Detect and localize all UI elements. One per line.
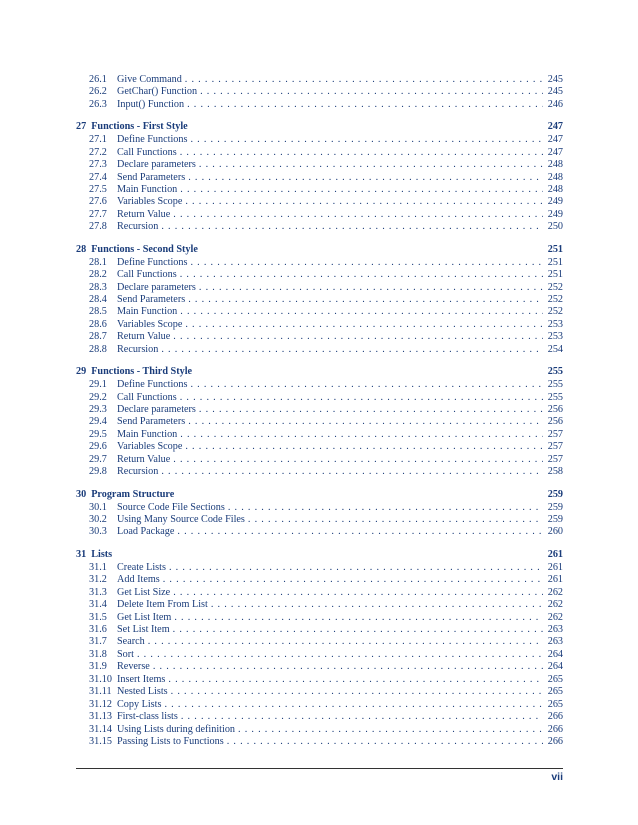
toc-section-title[interactable]: Load Package [117,526,175,538]
toc-dot-leader [180,147,543,159]
toc-dot-leader [228,502,543,514]
toc-section-number: 31.13 [89,711,112,723]
toc-page-number[interactable]: 250 [547,221,563,233]
toc-page-number[interactable]: 251 [547,256,563,268]
toc-section-title[interactable]: Reverse [117,661,150,673]
toc-section-number: 31.10 [89,673,112,685]
toc-section-number: 31.2 [89,574,107,586]
toc-entry-row[interactable] [76,686,563,698]
toc-entry-row[interactable] [76,306,563,318]
toc-dot-leader [190,379,543,391]
toc-entry-row[interactable] [76,379,563,391]
toc-section-number: 31.9 [89,661,107,673]
toc-dot-leader [137,649,543,661]
toc-page-number[interactable]: 248 [547,184,563,195]
toc-entry-row[interactable] [76,674,563,686]
toc-section-number: 27.6 [89,196,107,208]
toc-entry-row[interactable] [76,649,563,661]
toc-section-title[interactable]: Define Functions [117,256,188,268]
toc-dot-leader [148,636,543,648]
toc-section-title[interactable]: Variables Scope [117,441,183,453]
toc-section-number: 30.1 [89,501,107,513]
toc-page-number[interactable]: 265 [547,673,563,685]
toc-entry-row[interactable] [76,636,563,648]
toc-chapter-title[interactable]: Lists [91,548,113,560]
toc-section-title[interactable]: Copy Lists [117,698,162,710]
toc-section-title[interactable]: Sort [117,648,134,660]
toc-entry-row[interactable] [76,526,563,538]
toc-page-number[interactable]: 262 [547,611,563,623]
toc-page-number[interactable]: 246 [547,98,563,110]
toc-page-number[interactable]: 249 [547,196,563,208]
toc-section-number: 29.6 [89,441,107,453]
toc-chapter-row[interactable] [76,366,563,378]
toc-section-title[interactable]: Nested Lists [117,686,168,698]
toc-section-number: 31.1 [89,561,107,573]
toc-chapter-title[interactable]: Functions - Second Style [91,243,198,255]
toc-page-number[interactable]: 252 [547,294,563,305]
toc-section-number: 31.4 [89,599,107,611]
toc-page-number[interactable]: 263 [547,624,563,635]
toc-dot-leader [199,404,543,416]
toc-page-number[interactable]: 248 [547,159,563,171]
toc-page-number[interactable]: 251 [547,243,563,255]
toc-entry-row[interactable] [76,624,563,636]
toc-section-number: 29.7 [89,453,107,465]
toc-entry-row[interactable] [76,269,563,281]
toc-entry-row[interactable] [76,416,563,428]
toc-dot-leader [190,257,543,269]
toc-dot-leader [171,686,543,698]
toc-page-number[interactable]: 245 [547,74,563,85]
toc-entry-row[interactable] [76,441,563,453]
toc-section-title[interactable]: Call Functions [117,391,177,403]
toc-entry-row[interactable] [76,184,563,196]
toc-dot-leader [173,587,543,599]
toc-page-number[interactable]: 265 [547,686,563,698]
toc-dot-leader [227,736,543,748]
toc-section-number: 26.1 [89,74,107,85]
toc-entry-row[interactable] [76,257,563,269]
toc-section-number: 29.8 [89,466,107,478]
toc-section-title[interactable]: Recursion [117,221,159,233]
toc-dot-leader [168,674,543,686]
toc-section-number: 31.14 [89,723,112,735]
toc-entry-row[interactable] [76,344,563,356]
toc-section-number: 31.8 [89,648,107,660]
toc-entry-row[interactable] [76,724,563,736]
toc-page-number[interactable]: 248 [547,171,563,183]
toc-section-title[interactable]: Set List Item [117,624,170,635]
toc-section-number: 27.4 [89,171,107,183]
toc-dot-leader [177,526,543,538]
toc-dot-leader [199,282,543,294]
toc-entry-row[interactable] [76,711,563,723]
toc-section-title[interactable]: Passing Lists to Functions [117,735,224,747]
toc-section-title[interactable]: Get List Item [117,611,172,623]
toc-page-number[interactable]: 259 [547,501,563,513]
toc-dot-leader [180,392,543,404]
toc-page-number[interactable]: 258 [547,466,563,478]
toc-section-title[interactable]: Define Functions [117,379,188,391]
toc-section-number: 29.2 [89,391,107,403]
toc-entry-row[interactable] [76,172,563,184]
toc-section-number: 28.6 [89,318,107,330]
toc-dot-leader [161,344,543,356]
toc-dot-leader [161,221,543,233]
toc-page-number[interactable]: 266 [547,735,563,747]
footer-rule [76,768,563,769]
toc-page-number[interactable]: 257 [547,453,563,465]
toc-page-number[interactable]: 261 [547,574,563,586]
toc-dot-leader [173,209,543,221]
toc-dot-leader [238,724,543,736]
toc-section-number: 27.3 [89,159,107,171]
toc-section-title[interactable]: Variables Scope [117,196,183,208]
toc-page-number[interactable]: 255 [547,391,563,403]
toc-section-title[interactable]: Send Parameters [117,294,186,305]
toc-section-title[interactable]: Call Functions [117,146,177,158]
toc-dot-leader [153,661,543,673]
toc-section-number: 27.8 [89,221,107,233]
toc-dot-leader [188,172,543,184]
toc-section-title[interactable]: Input() Function [117,98,185,110]
toc-section-number: 29.4 [89,416,107,428]
toc-section-title[interactable]: Declare parameters [117,404,196,415]
toc-dot-leader [180,269,543,281]
toc-page-number[interactable]: 256 [547,404,563,415]
toc-section-number: 30.3 [89,526,107,538]
toc-section-number: 31.3 [89,586,107,598]
toc-dot-leader [185,196,543,208]
toc-page-number[interactable]: 252 [547,281,563,293]
toc-page-number[interactable]: 249 [547,208,563,220]
toc-entry-row[interactable] [76,331,563,343]
toc-section-number: 31.15 [89,735,112,747]
toc-dot-leader [173,624,543,636]
toc-entry-row[interactable] [76,562,563,574]
toc-chapter-row[interactable] [76,489,563,501]
toc-dot-leader [181,711,543,723]
toc-section-number: 29.5 [89,428,107,440]
toc-section-title[interactable]: Send Parameters [117,416,186,428]
toc-entry-row[interactable] [76,282,563,294]
toc-entry-row[interactable] [76,134,563,146]
toc-entry-row[interactable] [76,736,563,748]
toc-section-title[interactable]: Main Function [117,184,178,195]
toc-page-number[interactable]: 263 [547,636,563,648]
toc-entry-row[interactable] [76,699,563,711]
toc-entry-row[interactable] [76,587,563,599]
toc-section-title[interactable]: Return Value [117,208,171,220]
toc-dot-leader [180,184,543,196]
toc-entry-row[interactable] [76,147,563,159]
toc-entry-row[interactable] [76,514,563,526]
toc-dot-leader [164,699,543,711]
toc-entry-row[interactable] [76,574,563,586]
toc-section-number: 31.12 [89,698,112,710]
toc-page-number[interactable]: 264 [547,661,563,673]
toc-entry-row[interactable] [76,319,563,331]
toc-section-title[interactable]: Return Value [117,453,171,465]
toc-chapter-number: 31 [76,548,87,560]
toc-entry-row[interactable] [76,392,563,404]
toc-entry-row[interactable] [76,466,563,478]
toc-section-number: 28.2 [89,269,107,281]
toc-chapter-title[interactable]: Program Structure [91,488,175,500]
toc-section-number: 29.3 [89,404,107,415]
toc-page-number[interactable]: 259 [547,514,563,525]
toc-section-number: 28.1 [89,256,107,268]
toc-section-number: 28.7 [89,331,107,343]
toc-section-number: 28.4 [89,294,107,305]
toc-chapter-number: 28 [76,243,87,255]
toc-page-number[interactable]: 257 [547,441,563,453]
toc-section-title[interactable]: Get List Size [117,586,171,598]
toc-page-number[interactable]: 253 [547,318,563,330]
toc-page-number[interactable]: 261 [547,561,563,573]
toc-section-title[interactable]: Give Command [117,74,182,85]
toc-entry-row[interactable] [76,74,563,86]
toc-entry-row[interactable] [76,209,563,221]
toc-page-number[interactable]: 264 [547,648,563,660]
toc-dot-leader [173,331,543,343]
toc-entry-row[interactable] [76,159,563,171]
toc-section-number: 27.5 [89,184,107,195]
toc-dot-leader [185,441,543,453]
toc-section-number: 26.3 [89,98,107,110]
toc-dot-leader [199,159,543,171]
toc-page-number[interactable]: 247 [547,134,563,146]
toc-section-number: 28.5 [89,306,107,318]
toc-section-title[interactable]: Using Many Source Code Files [117,514,245,525]
toc-page-number[interactable]: 247 [547,146,563,158]
toc-section-title[interactable]: Search [117,636,145,648]
toc-section-number: 28.3 [89,281,107,293]
toc-section-title[interactable]: GetChar() Function [117,86,198,98]
toc-section-number: 27.7 [89,208,107,220]
toc-entry-row[interactable] [76,404,563,416]
toc-section-number: 31.7 [89,636,107,648]
toc-dot-leader [211,599,543,611]
toc-section-title[interactable]: Send Parameters [117,171,186,183]
toc-chapter-number: 27 [76,121,87,133]
toc-section-title[interactable]: Main Function [117,306,178,318]
toc-section-title[interactable]: Recursion [117,466,159,478]
toc-dot-leader [200,86,543,98]
toc-page-number[interactable]: 265 [547,698,563,710]
toc-section-title[interactable]: Delete Item From List [117,599,208,611]
toc-dot-leader [180,429,543,441]
toc-page-number[interactable]: 260 [547,526,563,538]
toc-dot-leader [174,612,543,624]
toc-dot-leader [190,134,543,146]
toc-entry-row[interactable] [76,454,563,466]
toc-chapter-row[interactable] [76,549,563,561]
toc-entry-row[interactable] [76,294,563,306]
toc-section-number: 26.2 [89,86,107,98]
toc-page-number[interactable]: 254 [547,343,563,355]
toc-chapter-number: 29 [76,366,87,378]
toc-chapter-number: 30 [76,488,87,500]
toc-section-number: 27.1 [89,134,107,146]
toc-page-number[interactable]: 255 [547,366,563,378]
toc-entry-row[interactable] [76,86,563,98]
toc-section-title[interactable]: Define Functions [117,134,188,146]
toc-section-number: 31.11 [89,686,112,698]
toc-page-number[interactable]: 252 [547,306,563,318]
toc-page-number[interactable]: 257 [547,428,563,440]
toc-entry-row[interactable] [76,661,563,673]
toc-entry-row[interactable] [76,99,563,111]
toc-section-title[interactable]: Call Functions [117,269,177,281]
toc-chapter-row[interactable] [76,244,563,256]
toc-chapter-title[interactable]: Functions - Third Style [91,366,193,378]
toc-dot-leader [163,574,543,586]
toc-dot-leader [185,319,543,331]
toc-page-number[interactable]: 255 [547,379,563,391]
toc-chapter-title[interactable]: Functions - First Style [91,121,188,133]
footer-page-number: vii [551,771,563,783]
toc-dot-leader [188,294,543,306]
toc-dot-leader [248,514,543,526]
toc-entry-row[interactable] [76,612,563,624]
toc-page-number[interactable]: 259 [547,488,563,500]
toc-entry-row[interactable] [76,502,563,514]
toc-section-number: 31.6 [89,624,107,635]
toc-entry-row[interactable] [76,221,563,233]
toc-section-number: 27.2 [89,146,107,158]
toc-entry-row[interactable] [76,196,563,208]
toc-section-title[interactable]: Declare parameters [117,159,196,171]
toc-section-title[interactable]: First-class lists [117,711,178,723]
toc-dot-leader [180,306,543,318]
toc-chapter-row[interactable] [76,121,563,133]
toc-section-title[interactable]: Main Function [117,428,178,440]
toc-section-title[interactable]: Add Items [117,574,160,586]
toc-page-number[interactable]: 247 [547,121,563,133]
toc-section-title[interactable]: Return Value [117,331,171,343]
table-of-contents [76,74,563,748]
toc-page-number[interactable]: 245 [547,86,563,98]
toc-dot-leader [185,74,543,86]
toc-dot-leader [188,416,543,428]
toc-section-number: 30.2 [89,514,107,525]
toc-section-title[interactable]: Create Lists [117,561,166,573]
toc-entry-row[interactable] [76,599,563,611]
toc-section-number: 31.5 [89,611,107,623]
toc-section-number: 28.8 [89,343,107,355]
toc-section-title[interactable]: Declare parameters [117,281,196,293]
toc-dot-leader [169,562,543,574]
toc-page-number[interactable]: 266 [547,711,563,723]
toc-page-number[interactable]: 262 [547,586,563,598]
toc-entry-row[interactable] [76,429,563,441]
toc-section-title[interactable]: Insert Items [117,673,166,685]
toc-section-title[interactable]: Recursion [117,343,159,355]
toc-section-title[interactable]: Source Code File Sections [117,501,225,513]
toc-section-title[interactable]: Using Lists during definition [117,723,236,735]
toc-page-number[interactable]: 251 [547,269,563,281]
toc-page-number[interactable]: 266 [547,723,563,735]
toc-dot-leader [187,99,543,111]
toc-page-number[interactable]: 261 [547,548,563,560]
toc-dot-leader [173,454,543,466]
toc-section-title[interactable]: Variables Scope [117,318,183,330]
toc-page-number[interactable]: 256 [547,416,563,428]
toc-page-number[interactable]: 253 [547,331,563,343]
toc-dot-leader [161,466,543,478]
toc-page-number[interactable]: 262 [547,599,563,611]
toc-section-number: 29.1 [89,379,107,391]
